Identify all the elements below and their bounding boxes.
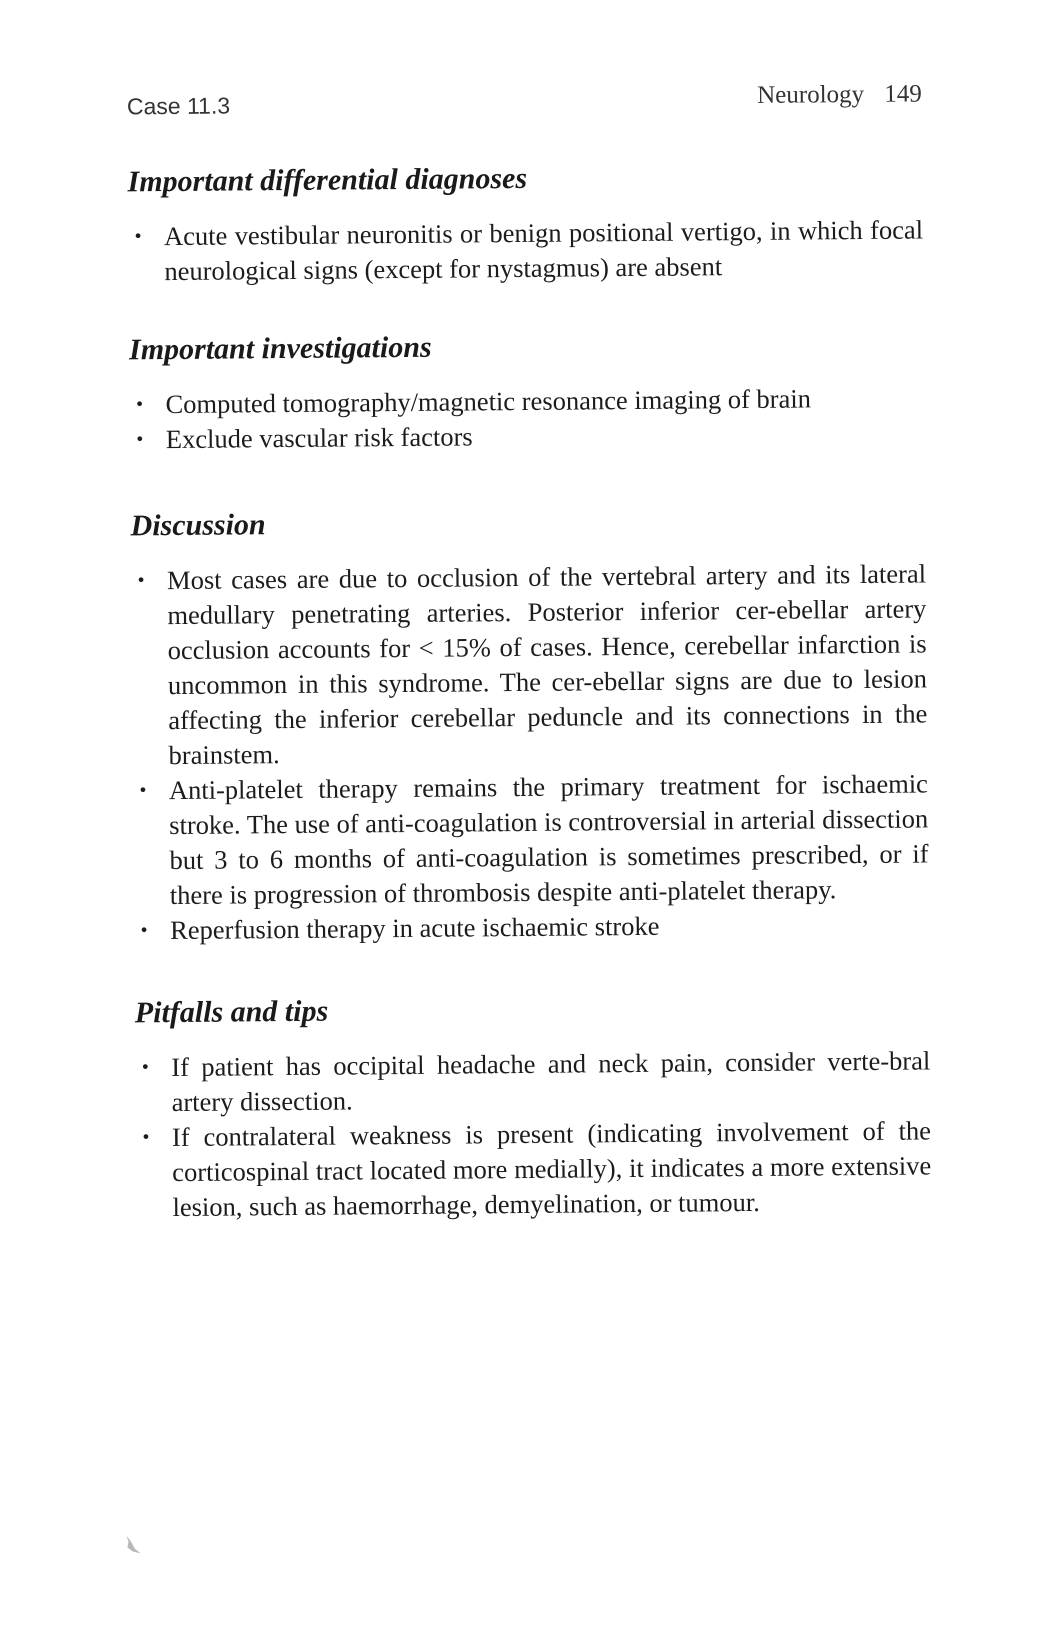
list-item [128,212,924,289]
list-item-text: Anti-platelet therapy remains the primary treatment for ischaemic stroke. The use of anti-coagulation is controversial in arterial dissection but 3 to 6 months of anti-coagulation is sometimes prescribed, or if there is progression of thrombosis despite anti-platelet therapy. [168,768,929,911]
list-item [136,1113,932,1225]
bullet-list [131,556,929,948]
section-differential-diagnoses [127,158,923,289]
section-heading: Discussion [130,508,266,543]
page-body [127,158,932,1269]
bullet-icon: • [136,428,144,451]
list-item-text: Computed tomography/magnetic resonance imaging of brain [165,383,812,420]
page-number: 149 [884,80,922,108]
list-item [133,766,929,913]
section-pitfalls-and-tips [135,989,932,1225]
section-investigations [129,326,925,457]
bullet-list [135,1043,931,1225]
chapter-page-label [757,80,922,109]
bullet-icon: • [134,225,142,248]
list-item [135,1043,931,1120]
scan-artifact-mark [124,1533,142,1555]
bullet-icon: • [137,569,145,592]
section-heading: Pitfalls and tips [134,994,329,1030]
list-item [130,415,925,457]
bullet-icon: • [142,1126,150,1149]
section-heading: Important investigations [128,330,432,367]
bullet-icon: • [139,779,147,802]
list-item-text: Acute vestibular neuronitis or benign positional vertigo, in which focal neurological signs (except for nystagmus) are absent [163,214,924,287]
case-label: Case 11.3 [126,92,231,120]
list-item-text: Most cases are due to occlusion of the vertebral artery and its lateral medullary penetrating arteries. Posterior inferior cer-ebellar artery occlusion accounts for < 15% of cases. Hence, cerebellar infarction is uncommon in this syndrome. The cer-ebellar signs are due to lesion affecting the inferior cerebellar peduncle and its connections in the brainstem. [166,558,928,771]
list-item-text: Reperfusion therapy in acute ischaemic stroke [169,910,660,946]
chapter-title: Neurology [757,80,865,109]
running-header [127,80,922,123]
list-item-text: Exclude vascular risk factors [165,421,473,455]
list-item-text: If contralateral weakness is present (indicating involvement of the corticospinal tract located more medially), it indicates a more extensive lesion, such as haemorrhage, demyelination, or tumour. [171,1115,932,1223]
section-discussion [130,502,929,948]
section-heading: Important differential diagnoses [127,161,528,199]
bullet-icon: • [135,393,144,416]
bullet-icon: • [141,1056,149,1079]
list-item-text: If patient has occipital headache and neck pain, consider verte-bral artery dissection. [171,1045,931,1118]
list-item [134,906,929,948]
list-item [131,556,928,773]
bullet-icon: • [140,919,148,942]
bullet-list [128,212,924,289]
bullet-list [129,380,925,457]
